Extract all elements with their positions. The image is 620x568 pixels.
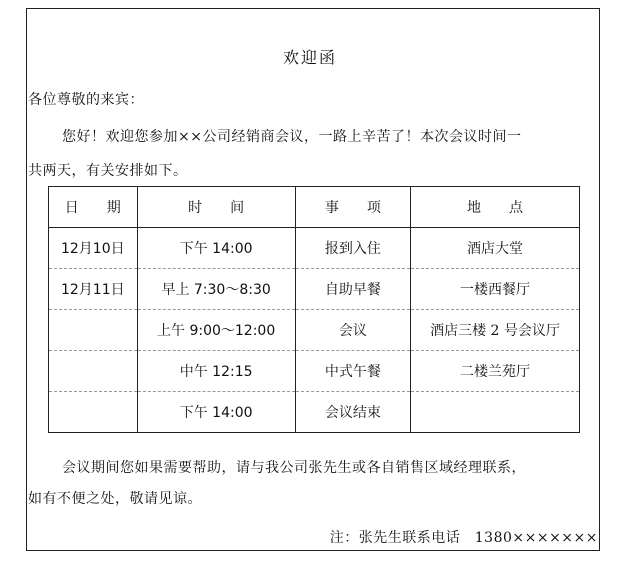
- cell-item: 自助早餐: [295, 269, 410, 310]
- cell-time: 下午 14:00: [137, 392, 295, 433]
- cell-item: 会议: [295, 310, 410, 351]
- intro-paragraph-line-2: 共两天，有关安排如下。: [28, 163, 188, 179]
- closing-paragraph-line-2: 如有不便之处，敬请见谅。: [28, 491, 202, 507]
- cell-location: 酒店大堂: [411, 228, 580, 269]
- header-location: 地 点: [411, 187, 580, 228]
- cell-item: 会议结束: [295, 392, 410, 433]
- table-row: [49, 392, 580, 433]
- cell-location: 一楼西餐厅: [411, 269, 580, 310]
- salutation: 各位尊敬的来宾：: [28, 92, 144, 108]
- cell-location: 二楼兰苑厅: [411, 351, 580, 392]
- cell-time: 下午 14:00: [137, 228, 295, 269]
- intro-paragraph-line-1: 您好！欢迎您参加××公司经销商会议，一路上辛苦了！本次会议时间一: [62, 129, 522, 145]
- header-time: 时 间: [137, 187, 295, 228]
- table-row: [49, 351, 580, 392]
- cell-date: [49, 392, 138, 433]
- cell-location: 酒店三楼 2 号会议厅: [411, 310, 580, 351]
- table-row: [49, 228, 580, 269]
- cell-item: 报到入住: [295, 228, 410, 269]
- cell-time: 早上 7:30～8:30: [137, 269, 295, 310]
- cell-item: 中式午餐: [295, 351, 410, 392]
- cell-time: 中午 12:15: [137, 351, 295, 392]
- contact-note: 注：张先生联系电话 1380×××××××: [329, 530, 598, 546]
- table-row: [49, 310, 580, 351]
- closing-paragraph-line-1: 会议期间您如果需要帮助，请与我公司张先生或各自销售区域经理联系，: [62, 460, 526, 476]
- cell-time: 上午 9:00～12:00: [137, 310, 295, 351]
- table-row: [49, 269, 580, 310]
- schedule-header-row: [49, 187, 580, 228]
- cell-date: [49, 351, 138, 392]
- header-date: 日 期: [49, 187, 138, 228]
- schedule-table: [48, 186, 580, 433]
- cell-location: [411, 392, 580, 433]
- cell-date: 12月11日: [49, 269, 138, 310]
- cell-date: 12月10日: [49, 228, 138, 269]
- letter-title: 欢迎函: [282, 48, 337, 67]
- cell-date: [49, 310, 138, 351]
- header-item: 事 项: [295, 187, 410, 228]
